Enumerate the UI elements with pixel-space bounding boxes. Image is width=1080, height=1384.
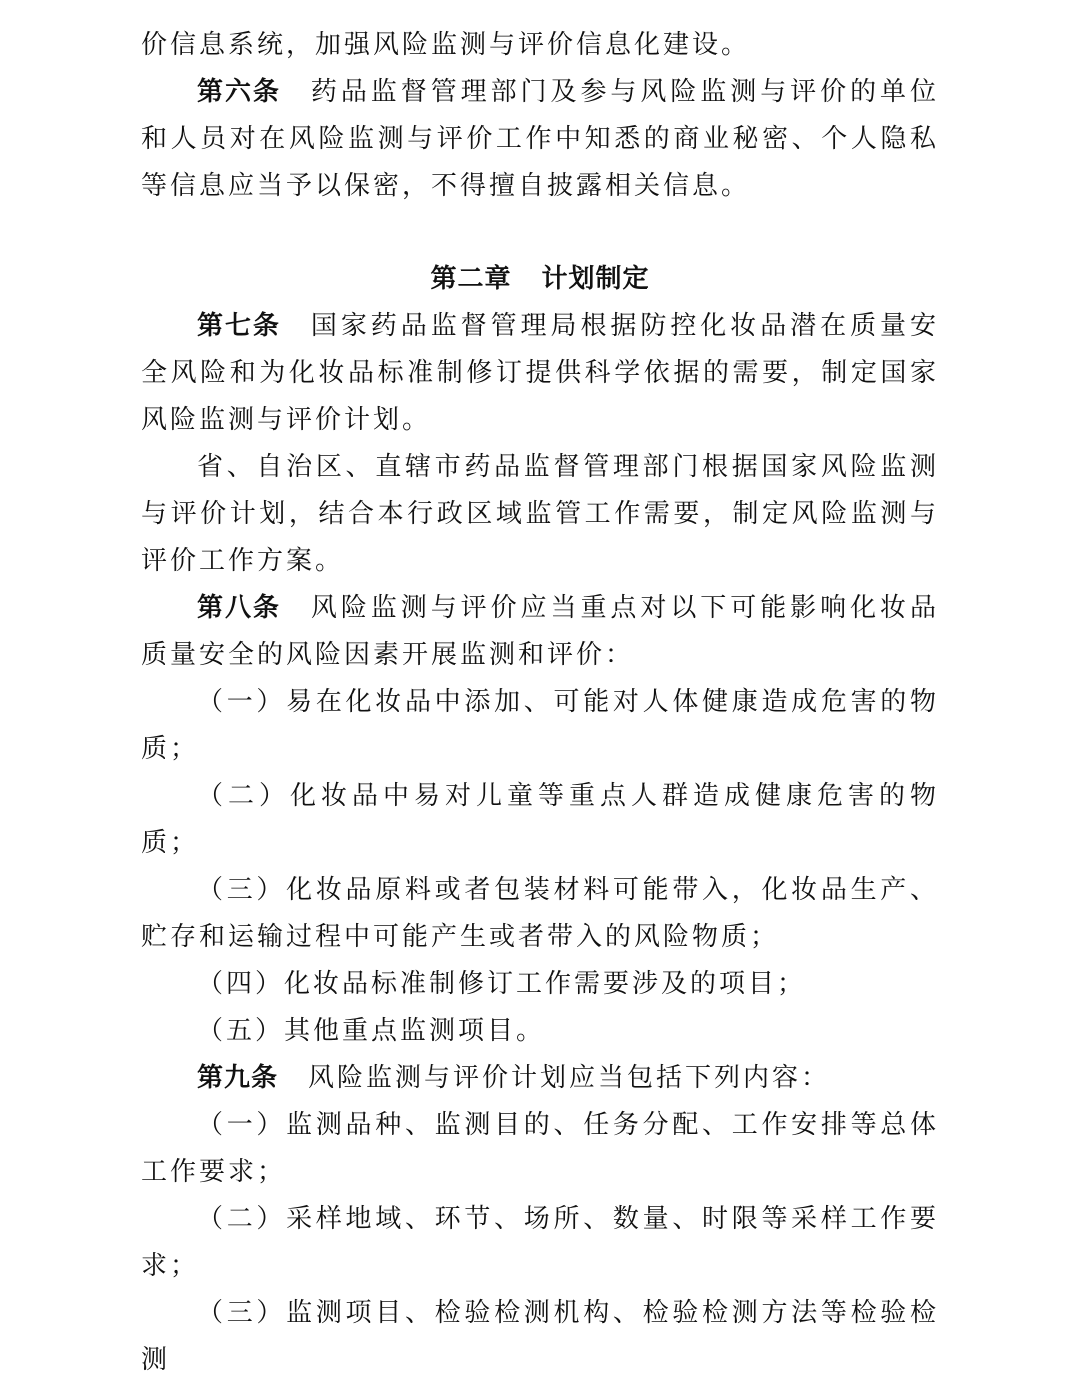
- article-number: 第七条: [197, 311, 281, 341]
- article-8-item-1: [141, 679, 939, 773]
- article-number: 第八条: [197, 593, 281, 623]
- article-9-item-2: [141, 1196, 939, 1290]
- article-8-item-2: [141, 773, 939, 867]
- paragraph-continuation: [141, 22, 939, 69]
- list-item: （四）化妆品标准制修订工作需要涉及的项目；: [197, 969, 807, 999]
- article-9: [141, 1055, 939, 1102]
- document-page: [141, 22, 939, 1384]
- article-text: 风险监测与评价应当重点对以下可能影响化妆品质量安全的风险因素开展监测和评价：: [141, 593, 939, 670]
- list-item: （二）化妆品中易对儿童等重点人群造成健康危害的物质；: [141, 781, 939, 858]
- article-8-item-4: [141, 961, 939, 1008]
- article-text: 药品监督管理部门及参与风险监测与评价的单位和人员对在风险监测与评价工作中知悉的商业秘密、个人隐私等信息应当予以保密，不得擅自披露相关信息。: [141, 77, 939, 201]
- list-item: （三）化妆品原料或者包装材料可能带入，化妆品生产、贮存和运输过程中可能产生或者带入的风险物质；: [141, 875, 939, 952]
- chapter-heading: [141, 256, 939, 303]
- list-item: （一）易在化妆品中添加、可能对人体健康造成危害的物质；: [141, 687, 939, 764]
- article-7: [141, 303, 939, 444]
- article-8: [141, 585, 939, 679]
- paragraph-text: 价信息系统，加强风险监测与评价信息化建设。: [141, 30, 751, 60]
- article-8-item-5: [141, 1008, 939, 1055]
- list-item: （一）监测品种、监测目的、任务分配、工作安排等总体工作要求；: [141, 1110, 939, 1187]
- article-text: 国家药品监督管理局根据防控化妆品潜在质量安全风险和为化妆品标准制修订提供科学依据的需要，制定国家风险监测与评价计划。: [141, 311, 939, 435]
- list-item: （五）其他重点监测项目。: [197, 1016, 546, 1046]
- list-item: （三）监测项目、检验检测机构、检验检测方法等检验检测: [141, 1298, 939, 1375]
- article-9-item-1: [141, 1102, 939, 1196]
- article-number: 第九条: [197, 1063, 279, 1093]
- list-item: （二）采样地域、环节、场所、数量、时限等采样工作要求；: [141, 1204, 939, 1281]
- chapter-number: 第二章: [430, 264, 512, 294]
- paragraph-text: 省、自治区、直辖市药品监督管理部门根据国家风险监测与评价计划，结合本行政区域监管工作需要，制定风险监测与评价工作方案。: [141, 452, 939, 576]
- article-8-item-3: [141, 867, 939, 961]
- article-6: [141, 69, 939, 210]
- article-number: 第六条: [197, 77, 281, 107]
- article-7-paragraph-2: [141, 444, 939, 585]
- chapter-title: 计划制定: [541, 264, 650, 294]
- article-text: 风险监测与评价计划应当包括下列内容：: [308, 1063, 831, 1093]
- article-9-item-3: [141, 1290, 939, 1384]
